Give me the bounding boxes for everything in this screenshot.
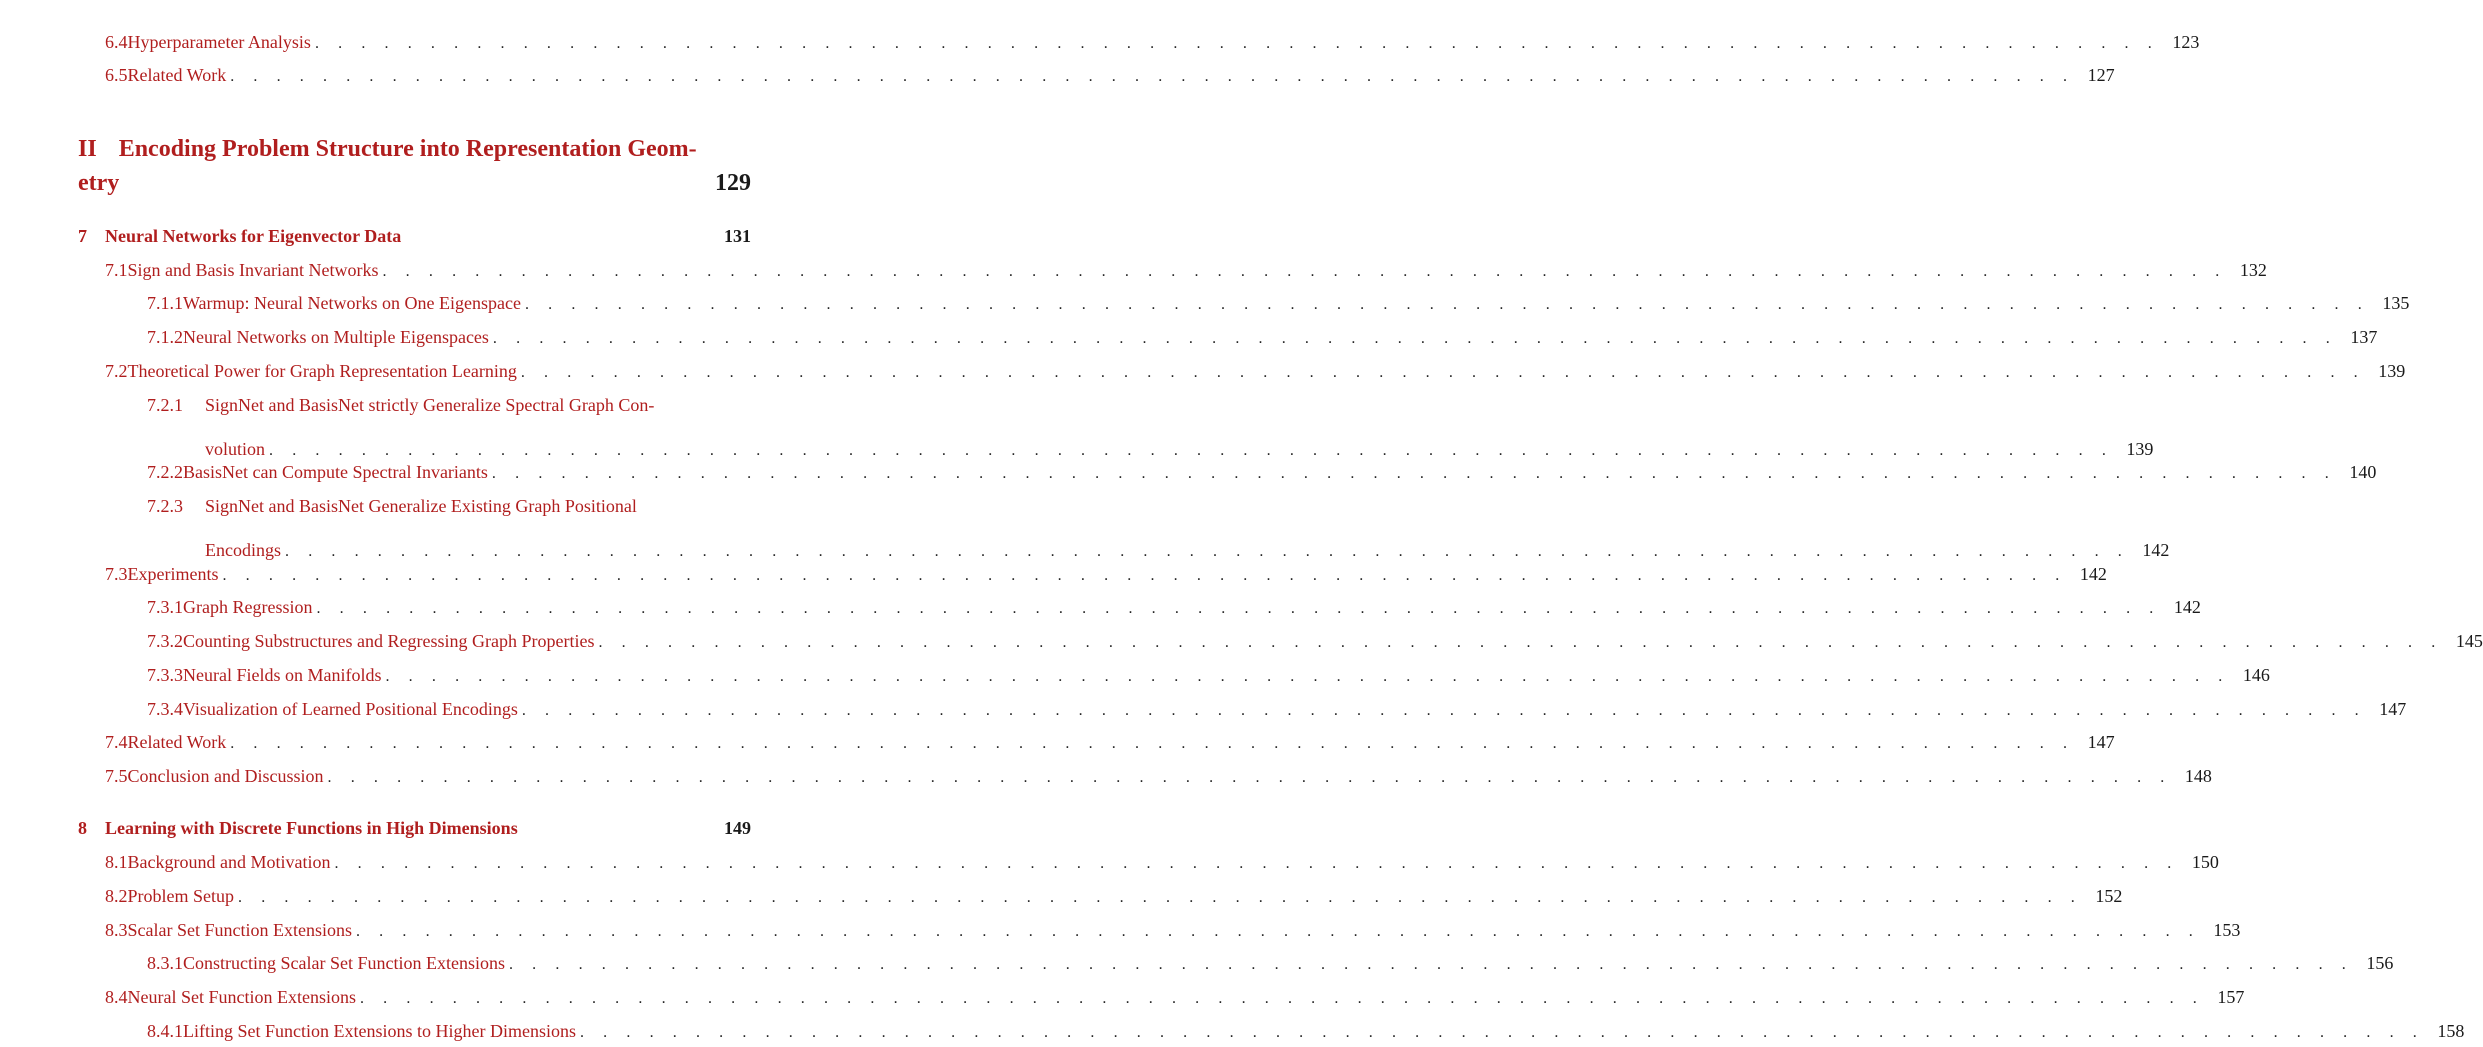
toc-section-entry[interactable] xyxy=(105,986,2245,1010)
toc-entry-number: 8.2 xyxy=(105,886,128,906)
toc-entry-number: 7 xyxy=(78,226,87,246)
toc-entry-number: 6.4 xyxy=(105,32,128,52)
toc-entry-page: 140 xyxy=(2349,462,2377,482)
toc-entry-number: 7.2.1 xyxy=(147,395,183,415)
toc-section-entry[interactable] xyxy=(105,731,2115,755)
toc-entry-title: Counting Substructures and Regressing Graph Properties xyxy=(183,631,595,651)
toc-entry-title: BasisNet can Compute Spectral Invariants xyxy=(183,462,488,482)
toc-entry-title: SignNet and BasisNet Generalize Existing Graph Positional xyxy=(205,496,637,516)
toc-entry-page: 137 xyxy=(2350,327,2378,347)
toc-entry-title: Background and Motivation xyxy=(127,852,331,872)
toc-section-entry[interactable] xyxy=(105,563,2107,587)
toc-entry-page: 142 xyxy=(2173,597,2201,617)
toc-entry-page: 145 xyxy=(2455,631,2483,651)
toc-subsection-entry[interactable] xyxy=(147,461,2377,485)
dot-leader: . . . . . . . . . . . . . . . . . . . . . . . . . . . . . . . . . . . . . . . . . . . . . . . . . . . . . . . . . . . . . . . . . . . . . . . . . . . . . . . . xyxy=(382,263,2227,280)
toc-subsection-entry[interactable] xyxy=(147,326,2378,350)
toc-section-entry[interactable] xyxy=(105,919,2241,943)
part-number: II xyxy=(78,136,97,162)
toc-entry-page: 158 xyxy=(2437,1021,2465,1041)
toc-entry-number: 8.3 xyxy=(105,920,128,940)
part-title-line-1[interactable] xyxy=(78,134,697,164)
dot-leader: . . . . . . . . . . . . . . . . . . . . . . . . . . . . . . . . . . . . . . . . . . . . . . . . . . . . . . . . . . . . . . . . . . . . . . . . . . . . . . . . xyxy=(314,35,2160,52)
part-page-number: 129 xyxy=(715,170,751,196)
toc-entry-number: 8.4.1 xyxy=(147,1021,183,1041)
dot-leader: . . . . . . . . . . . . . . . . . . . . . . . . . . . . . . . . . . . . . . . . . . . . . . . . . . . . . . . . . . . . . . . . . . . . . . . . . . . . . . . . xyxy=(327,769,2172,786)
toc-entry-number: 7.1.2 xyxy=(147,327,183,347)
toc-entry-title: Lifting Set Function Extensions to Higher Dimensions xyxy=(183,1021,576,1041)
toc-entry-page: 142 xyxy=(2142,540,2170,560)
toc-entry-title: Experiments xyxy=(127,564,219,584)
toc-subsection-entry[interactable] xyxy=(147,394,751,416)
toc-entry-number: 8.3.1 xyxy=(147,953,183,973)
toc-chapter-entry[interactable] xyxy=(78,817,751,839)
toc-entry-title: Neural Networks for Eigenvector Data xyxy=(105,226,402,246)
dot-leader: . . . . . . . . . . . . . . . . . . . . . . . . . . . . . . . . . . . . . . . . . . . . . . . . . . . . . . . . . . . . . . . . . . . . . . . . . . . . . . . . xyxy=(359,990,2205,1007)
toc-entry-page: 146 xyxy=(2242,665,2270,685)
toc-entry-page: 132 xyxy=(2239,260,2267,280)
dot-leader: . . . . . . . . . . . . . . . . . . . . . . . . . . . . . . . . . . . . . . . . . . . . . . . . . . . . . . . . . . . . . . . . . . . . . . . . . . . . . . . . xyxy=(520,364,2366,381)
toc-entry-title: Neural Networks on Multiple Eigenspaces xyxy=(183,327,489,347)
dot-leader: . . . . . . . . . . . . . . . . . . . . . . . . . . . . . . . . . . . . . . . . . . . . . . . . . . . . . . . . . . . . . . . . . . . . . . . . . . . . . . . . xyxy=(230,735,2075,752)
toc-entry-title-continued: Encodings xyxy=(205,540,281,560)
toc-entry-title: Graph Regression xyxy=(183,597,313,617)
toc-entry-page: 147 xyxy=(2087,732,2115,752)
toc-entry-page: 157 xyxy=(2217,987,2245,1007)
toc-entry-number: 7.1 xyxy=(105,260,128,280)
part-title: Encoding Problem Structure into Representation Geom- xyxy=(118,136,697,162)
dot-leader: . . . . . . . . . . . . . . . . . . . . . . . . . . . . . . . . . . . . . . . . . . . . . . . . . . . . . . . . . . . . . . . . . . . . . . . . . . . . . . . . xyxy=(492,330,2338,347)
toc-entry-page: 123 xyxy=(2172,32,2200,52)
dot-leader: . . . . . . . . . . . . . . . . . . . . . . . . . . . . . . . . . . . . . . . . . . . . . . . . . . . . . . . . . . . . . . . . . . . . . . . . . . . . . . . . xyxy=(222,567,2067,584)
dot-leader: . . . . . . . . . . . . . . . . . . . . . . . . . . . . . . . . . . . . . . . . . . . . . . . . . . . . . . . . . . . . . . . . . . . . . . . . . . . . . . . . xyxy=(524,296,2370,313)
toc-entry-title: Visualization of Learned Positional Encodings xyxy=(183,699,518,719)
toc-entry-number: 6.5 xyxy=(105,65,128,85)
toc-subsection-entry-continued[interactable] xyxy=(205,438,2154,462)
toc-entry-title: Constructing Scalar Set Function Extensions xyxy=(183,953,505,973)
toc-entry-title: Theoretical Power for Graph Representation Learning xyxy=(127,361,517,381)
toc-entry-number: 8 xyxy=(78,818,87,838)
toc-entry-page: 149 xyxy=(724,818,751,838)
dot-leader: . . . . . . . . . . . . . . . . . . . . . . . . . . . . . . . . . . . . . . . . . . . . . . . . . . . . . . . . . . . . . . . . . . . . . . . . . . . . . . . . xyxy=(285,543,2130,560)
toc-entry-title: Scalar Set Function Extensions xyxy=(127,920,352,940)
toc-entry-title: Sign and Basis Invariant Networks xyxy=(127,260,379,280)
toc-entry-number: 7.2 xyxy=(105,361,128,381)
toc-entry-number: 7.2.2 xyxy=(147,462,183,482)
toc-entry-number: 7.4 xyxy=(105,732,128,752)
toc-entry-page: 139 xyxy=(2378,361,2406,381)
toc-section-entry[interactable] xyxy=(105,360,2406,384)
toc-entry-title: Related Work xyxy=(127,65,227,85)
toc-entry-title: Problem Setup xyxy=(127,886,234,906)
toc-entry-page: 150 xyxy=(2191,852,2219,872)
toc-entry-page: 131 xyxy=(724,226,751,246)
toc-section-entry[interactable] xyxy=(105,64,2115,88)
toc-subsection-entry[interactable] xyxy=(147,698,2407,722)
toc-entry-title: Learning with Discrete Functions in High Dimensions xyxy=(105,818,518,838)
toc-entry-page: 147 xyxy=(2379,699,2407,719)
dot-leader: . . . . . . . . . . . . . . . . . . . . . . . . . . . . . . . . . . . . . . . . . . . . . . . . . . . . . . . . . . . . . . . . . . . . . . . . . . . . . . . . xyxy=(355,923,2201,940)
dot-leader: . . . . . . . . . . . . . . . . . . . . . . . . . . . . . . . . . . . . . . . . . . . . . . . . . . . . . . . . . . . . . . . . . . . . . . . . . . . . . . . . xyxy=(316,600,2161,617)
toc-section-entry[interactable] xyxy=(105,885,2123,909)
toc-section-entry[interactable] xyxy=(105,851,2219,875)
toc-subsection-entry[interactable] xyxy=(147,596,2201,620)
toc-entry-title: Neural Set Function Extensions xyxy=(127,987,356,1007)
toc-entry-title: Warmup: Neural Networks on One Eigenspace xyxy=(183,293,521,313)
toc-entry-page: 142 xyxy=(2079,564,2107,584)
toc-entry-page: 152 xyxy=(2095,886,2123,906)
dot-leader: . . . . . . . . . . . . . . . . . . . . . . . . . . . . . . . . . . . . . . . . . . . . . . . . . . . . . . . . . . . . . . . . . . . . . . . . . . . . . . . . xyxy=(238,889,2083,906)
toc-section-entry[interactable] xyxy=(105,259,2267,283)
toc-entry-title: Related Work xyxy=(127,732,227,752)
toc-entry-number: 7.3 xyxy=(105,564,128,584)
toc-entry-number: 8.1 xyxy=(105,852,128,872)
toc-entry-page: 127 xyxy=(2087,65,2115,85)
toc-entry-page: 148 xyxy=(2184,766,2212,786)
toc-subsection-entry[interactable] xyxy=(147,952,2394,976)
toc-chapter-entry[interactable] xyxy=(78,225,751,247)
toc-entry-page: 156 xyxy=(2366,953,2394,973)
toc-entry-title-continued: volution xyxy=(205,439,266,459)
toc-subsection-entry[interactable] xyxy=(147,495,751,517)
dot-leader: . . . . . . . . . . . . . . . . . . . . . . . . . . . . . . . . . . . . . . . . . . . . . . . . . . . . . . . . . . . . . . . . . . . . . . . . . . . . . . . . xyxy=(579,1024,2425,1041)
toc-entry-page: 135 xyxy=(2382,293,2410,313)
toc-subsection-entry[interactable] xyxy=(147,664,2270,688)
toc-entry-number: 7.5 xyxy=(105,766,128,786)
toc-entry-number: 7.1.1 xyxy=(147,293,183,313)
toc-entry-number: 7.2.3 xyxy=(147,496,183,516)
toc-entry-title: SignNet and BasisNet strictly Generalize Spectral Graph Con- xyxy=(205,395,655,415)
toc-entry-title: Hyperparameter Analysis xyxy=(127,32,311,52)
toc-subsection-entry[interactable] xyxy=(147,630,2483,654)
toc-section-entry[interactable] xyxy=(105,765,2212,789)
toc-subsection-entry-continued[interactable] xyxy=(205,539,2170,563)
toc-entry-page: 153 xyxy=(2213,920,2241,940)
dot-leader: . . . . . . . . . . . . . . . . . . . . . . . . . . . . . . . . . . . . . . . . . . . . . . . . . . . . . . . . . . . . . . . . . . . . . . . . . . . . . . . . xyxy=(491,465,2337,482)
toc-subsection-entry[interactable] xyxy=(147,292,2410,316)
dot-leader: . . . . . . . . . . . . . . . . . . . . . . . . . . . . . . . . . . . . . . . . . . . . . . . . . . . . . . . . . . . . . . . . . . . . . . . . . . . . . . . . xyxy=(334,855,2179,872)
toc-entry-number: 7.3.1 xyxy=(147,597,183,617)
toc-entry-number: 7.3.3 xyxy=(147,665,183,685)
toc-section-entry[interactable] xyxy=(105,31,2200,55)
dot-leader: . . . . . . . . . . . . . . . . . . . . . . . . . . . . . . . . . . . . . . . . . . . . . . . . . . . . . . . . . . . . . . . . . . . . . . . . . . . . . . . . xyxy=(508,956,2354,973)
toc-entry-number: 7.3.4 xyxy=(147,699,183,719)
toc-entry-title: Neural Fields on Manifolds xyxy=(183,665,382,685)
part-title-continued: etry xyxy=(78,170,120,196)
dot-leader: . . . . . . . . . . . . . . . . . . . . . . . . . . . . . . . . . . . . . . . . . . . . . . . . . . . . . . . . . . . . . . . . . . . . . . . . . . . . . . . . xyxy=(521,702,2367,719)
toc-subsection-entry[interactable] xyxy=(147,1020,2465,1044)
dot-leader: . . . . . . . . . . . . . . . . . . . . . . . . . . . . . . . . . . . . . . . . . . . . . . . . . . . . . . . . . . . . . . . . . . . . . . . . . . . . . . . . xyxy=(269,442,2114,459)
toc-entry-page: 139 xyxy=(2126,439,2154,459)
dot-leader: . . . . . . . . . . . . . . . . . . . . . . . . . . . . . . . . . . . . . . . . . . . . . . . . . . . . . . . . . . . . . . . . . . . . . . . . . . . . . . . . xyxy=(598,634,2443,651)
dot-leader: . . . . . . . . . . . . . . . . . . . . . . . . . . . . . . . . . . . . . . . . . . . . . . . . . . . . . . . . . . . . . . . . . . . . . . . . . . . . . . . . xyxy=(230,68,2075,85)
dot-leader: . . . . . . . . . . . . . . . . . . . . . . . . . . . . . . . . . . . . . . . . . . . . . . . . . . . . . . . . . . . . . . . . . . . . . . . . . . . . . . . . xyxy=(385,668,2230,685)
part-title-line-2[interactable] xyxy=(78,168,119,198)
toc-entry-number: 8.4 xyxy=(105,987,128,1007)
toc-entry-title: Conclusion and Discussion xyxy=(127,766,324,786)
toc-entry-number: 7.3.2 xyxy=(147,631,183,651)
